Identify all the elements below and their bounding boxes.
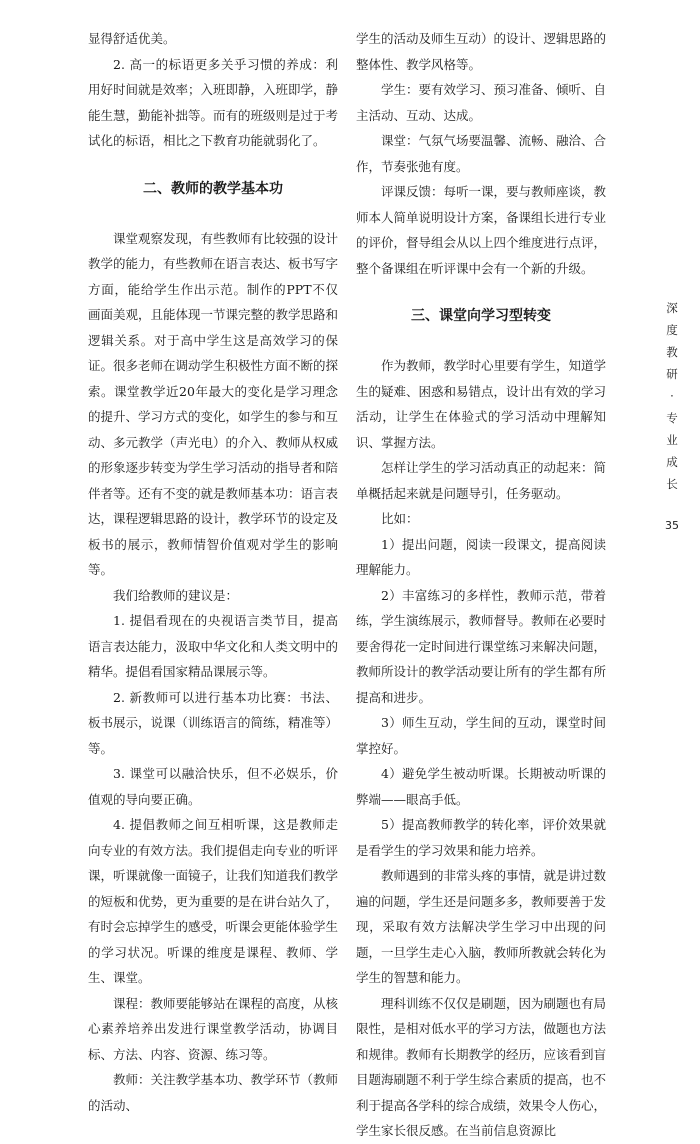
section-body <box>356 353 606 1144</box>
left-column <box>88 26 338 1118</box>
running-title-char: 业 <box>666 433 678 447</box>
paragraph: 怎样让学生的学习活动真正的动起来：简单概括起来就是问题导引，任务驱动。 <box>356 460 607 501</box>
page-number: 35 <box>665 519 679 532</box>
running-title-char: 研 <box>666 367 678 381</box>
right-intro <box>356 26 606 281</box>
paragraph: 3）师生互动，学生间的互动，课堂时间掌控好。 <box>356 715 606 756</box>
section-heading: 三、课堂向学习型转变 <box>411 308 551 324</box>
running-title-char: 深 <box>666 301 678 315</box>
running-title-char: 专 <box>666 411 678 425</box>
paragraph: 显得舒适优美。 <box>88 31 176 46</box>
paragraph: 课堂：气氛气场要温馨、流畅、融洽、合作，节奏张弛有度。 <box>356 133 607 174</box>
paragraph: 5）提高教师教学的转化率，评价效果就是看学生的学习效果和能力培养。 <box>356 817 606 858</box>
paragraph: 4）避免学生被动听课。长期被动听课的弊端——眼高手低。 <box>356 766 606 807</box>
running-title-char: 教 <box>666 345 678 359</box>
paragraph: 课程：教师要能够站在课程的高度，从核心素养培养出发进行课堂教学活动，协调目标、方法、内容、资源、练习等。 <box>88 995 339 1062</box>
running-title-char: · <box>670 389 674 403</box>
left-intro <box>88 26 338 154</box>
running-title-char: 成 <box>666 455 678 469</box>
running-title-char: 长 <box>666 477 678 491</box>
paragraph: 教师遇到的非常头疼的事情，就是讲过数遍的问题，学生还是问题多多，教师要善于发现，采取有效方法解决学生学习中出现的问题，一旦学生走心入脑，教师所教就会转化为学生的智慧和能力。 <box>356 868 607 985</box>
paragraph: 1）提出问题，阅读一段课文，提高阅读理解能力。 <box>356 536 606 577</box>
paragraph: 学生的活动及师生互动）的设计、逻辑思路的整体性、教学风格等。 <box>356 31 607 72</box>
paragraph: 我们给教师的建议是： <box>113 587 239 603</box>
running-title <box>664 297 680 495</box>
paragraph: 2. 新教师可以进行基本功比赛：书法、板书展示，说课（训练语言的简练，精准等）等。 <box>88 689 339 756</box>
paragraph: 1. 提倡看现在的央视语言类节目，提高语言表达能力，汲取中华文化和人类文明中的精华。提倡看国家精品课展示等。 <box>88 613 339 679</box>
paragraph: 课堂观察发现，有些教师有比较强的设计教学的能力，有些教师在语言表达、板书写字方面，能给学生作出示范。制作的PPT不仅画面美观，且能体现一节课完整的教学思路和逻辑关系。对于高中学生这是高效学习的保证。很多老师在调动学生积极性方面不断的探索。课堂教学近20年最大的变化是学习理念的提升、学习方式的变化，如学生的参与和互动、多元教学（声光电）的介入、教师从权威的形象逐步转变为学生学习活动的指导者和陪伴者等。还有不变的就是教师基本功：语言表达，课程逻辑思路的设计，教学环节的设定及板书的展示，教师情智价值观对学生的影响等。 <box>88 230 339 577</box>
running-title-char: 度 <box>666 323 678 337</box>
paragraph: 2）丰富练习的多样性，教师示范，带着练，学生演练展示，教师督导。教师在必要时要舍得花一定时间进行课堂练习来解决问题，教师所设计的教学活动要让所有的学生都有所提高和进步。 <box>356 587 607 705</box>
paragraph: 比如： <box>381 511 419 526</box>
paragraph: 教师：关注教学基本功、教学环节（教师的活动、 <box>88 1072 339 1113</box>
paragraph: 理科训练不仅仅是刷题，因为刷题也有局限性，是相对低水平的学习方法，做题也方法和规律。教师有长期教学的经历，应该看到盲目题海刷题不利于学生综合素质的提高，也不利于提高各学科的综合成绩，效果令人伤心，学生家长很反感。在当前信息资源比 <box>356 995 607 1138</box>
section-heading: 二、教师的教学基本功 <box>143 180 283 197</box>
paragraph: 评课反馈：每听一课，要与教师座谈，教师本人简单说明设计方案，备课组长进行专业的评价，督导组会从以上四个维度进行点评，整个备课组在听评课中会有一个新的升级。 <box>356 184 607 276</box>
running-header <box>664 297 680 533</box>
paragraph: 学生：要有效学习、预习准备、倾听、自主活动、互动、达成。 <box>356 82 607 123</box>
section-body <box>88 226 338 1119</box>
paragraph: 4. 提倡教师之间互相听课，这是教师走向专业的有效方法。我们提倡走向专业的听评课，听课就像一面镜子，让我们知道我们教学的短板和优势，更为重要的是在讲台站久了，有时会忘掉学生的感受，听课会更能体验学生的学习状况。听课的维度是课程、教师、学生、课堂。 <box>88 817 339 985</box>
paragraph: 3. 课堂可以融洽快乐，但不必娱乐，价值观的导向要正确。 <box>88 766 338 807</box>
right-column <box>356 26 606 1144</box>
paragraph: 2. 高一的标语更多关乎习惯的养成：利用好时间就是效率；入班即静，入班即学，静能生慧，勤能补拙等。而有的班级则是过于考试化的标语，相比之下教育功能就弱化了。 <box>88 56 339 148</box>
paragraph: 作为教师，教学时心里要有学生，知道学生的疑难、困惑和易错点，设计出有效的学习活动，让学生在体验式的学习活动中理解知识、掌握方法。 <box>356 358 607 450</box>
